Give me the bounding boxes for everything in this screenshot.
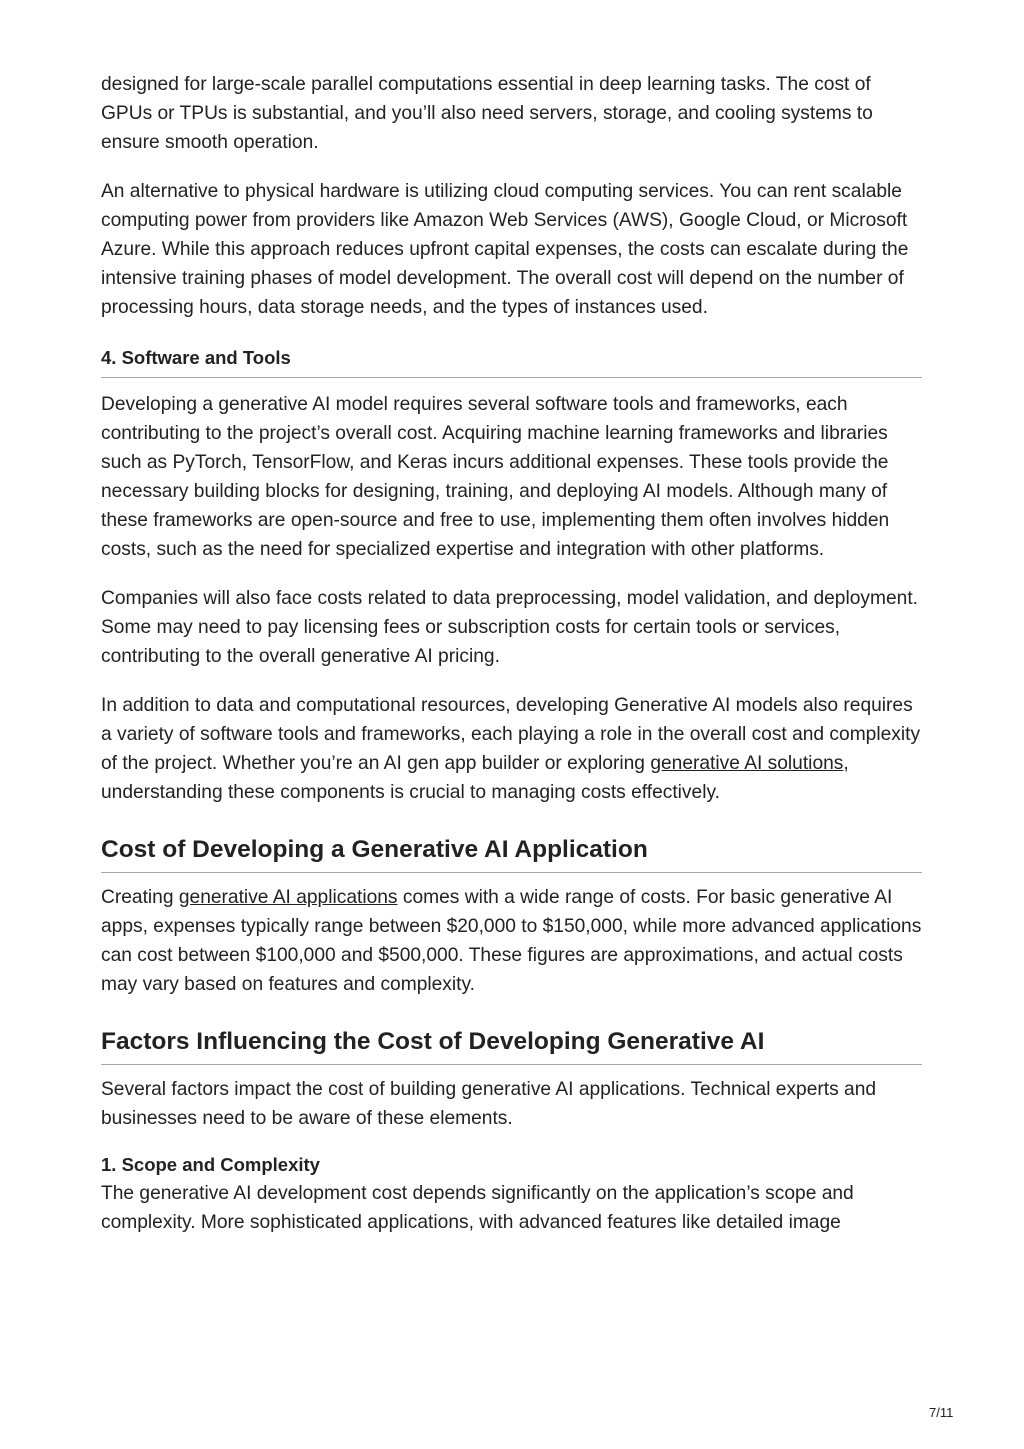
document-page bbox=[101, 70, 922, 1237]
paragraph-hardware: designed for large-scale parallel computations essential in deep learning tasks. The cost of GPUs or TPUs is substantial, and you’ll also need servers, storage, and cooling systems to ensure smooth operation. bbox=[101, 74, 873, 153]
link-generative-ai-applications[interactable]: generative AI applications bbox=[178, 887, 398, 908]
paragraph-scope: The generative AI development cost depends significantly on the application’s scope and complexity. More sophisticated applications, with advanced features like detailed image bbox=[101, 1183, 854, 1233]
paragraph-software-2: Companies will also face costs related to data preprocessing, model validation, and deployment. Some may need to pay licensing fees or subscription costs for certain tools or services, contributing to the overall generative AI pricing. bbox=[101, 588, 918, 667]
paragraph-factors-intro: Several factors impact the cost of building generative AI applications. Technical experts and businesses need to be aware of these elements. bbox=[101, 1079, 877, 1129]
paragraph-cloud: An alternative to physical hardware is utilizing cloud computing services. You can rent scalable computing power from providers like Amazon Web Services (AWS), Google Cloud, or Microsoft Azure. While this approach reduces upfront capital expenses, the costs can escalate during the intensive training phases of model development. The overall cost will depend on the number of processing hours, data storage needs, and the types of instances used. bbox=[101, 181, 909, 318]
heading-software-tools: 4. Software and Tools bbox=[101, 346, 922, 378]
link-generative-ai-solutions[interactable]: generative AI solutions bbox=[650, 753, 844, 774]
text: Creating bbox=[101, 887, 179, 908]
text: In addition to data and computational resources, developing Generative AI models also requires a variety of software tools and frameworks, each playing a role in the overall cost and complexity of the project. Whether you’re an AI gen app builder or exploring bbox=[101, 695, 921, 774]
heading-factors: Factors Influencing the Cost of Developing Generative AI bbox=[101, 1027, 922, 1065]
paragraph-software-1: Developing a generative AI model requires several software tools and frameworks, each contributing to the project’s overall cost. Acquiring machine learning frameworks and libraries such as PyTorch, TensorFlow, and Keras incurs additional expenses. These tools provide the necessary building blocks for designing, training, and deploying AI models. Although many of these frameworks are open-source and free to use, implementing them often involves hidden costs, such as the need for specialized expertise and integration with other platforms. bbox=[101, 394, 890, 560]
heading-scope-complexity: 1. Scope and Complexity bbox=[101, 1154, 320, 1175]
paragraph-cost bbox=[101, 883, 922, 999]
paragraph-software-3 bbox=[101, 691, 922, 807]
heading-cost-of-developing: Cost of Developing a Generative AI Application bbox=[101, 835, 922, 873]
page-number: 7/11 bbox=[929, 1405, 954, 1420]
text: , understanding these components is crucial to managing costs effectively. bbox=[101, 753, 849, 803]
text: comes with a wide range of costs. For basic generative AI apps, expenses typically range between $20,000 to $150,000, while more advanced applications can cost between $100,000 and $500,000. These figures are approximations, and actual costs may vary based on features and complexity. bbox=[101, 887, 922, 995]
